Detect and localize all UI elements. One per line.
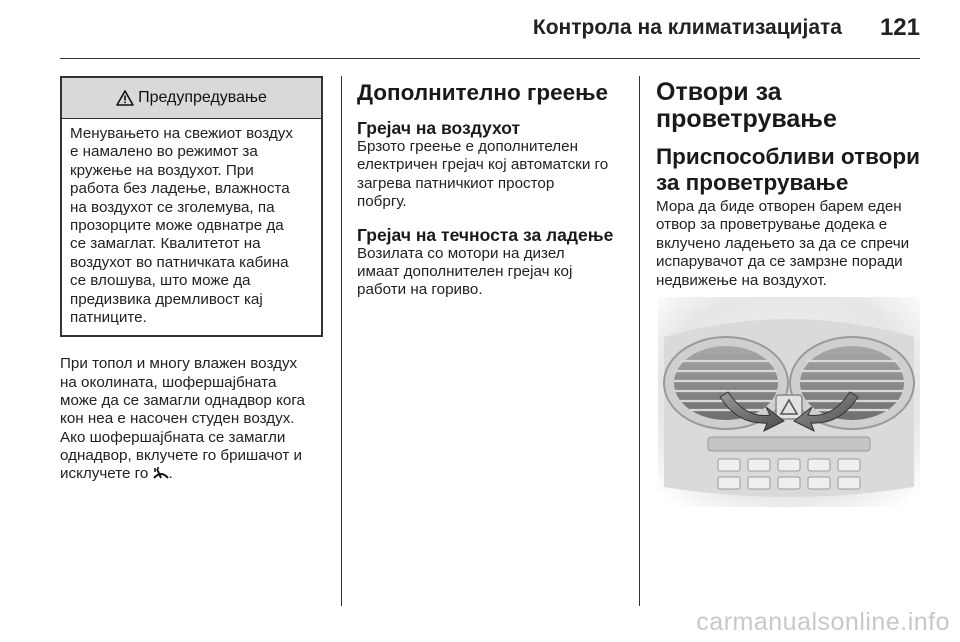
warning-triangle-icon	[116, 90, 134, 106]
paragraph-line: Возилата со мотори на дизел	[357, 244, 565, 262]
page-header-title: Контрола на климатизацијата	[532, 16, 842, 39]
body-line: Ако шофершајбната се замагли	[60, 428, 286, 446]
warning-line: работа без ладење, влажноста	[70, 180, 290, 198]
paragraph	[656, 198, 926, 290]
paragraph-line: загрева патничкиот простор	[357, 174, 555, 192]
body-line: може да се замагли однадвор кога	[60, 392, 305, 410]
paragraph	[357, 245, 627, 300]
column-2	[357, 76, 627, 300]
air-vents-illustration	[658, 297, 920, 507]
section-heading-line: проветрување	[656, 105, 837, 133]
body-paragraph	[60, 355, 323, 483]
warning-line: прозорците може одвнатре да	[70, 217, 284, 235]
body-line-end: .	[168, 465, 173, 483]
subsection-heading: Грејач на течноста за ладење	[357, 224, 614, 245]
body-line-text: исклучете го	[60, 465, 149, 483]
section-heading-line: Отвори за	[656, 78, 782, 106]
body-line: При топол и многу влажен воздух	[60, 355, 298, 373]
paragraph	[357, 138, 627, 212]
paragraph-line: вклучено ладењето за да се спречи	[656, 234, 910, 252]
warning-line: се влошува, што може да	[70, 272, 251, 290]
paragraph-line: Мора да биде отворен барем еден	[656, 198, 902, 215]
paragraph-line: испарувачот да се замрзне поради	[656, 253, 903, 271]
column-divider-2	[639, 76, 640, 606]
warning-line: кружење на воздухот. При	[70, 161, 254, 179]
subsection-heading	[656, 144, 926, 195]
warning-header	[62, 78, 321, 119]
watermark: carmanualsonline.info	[696, 608, 950, 636]
warning-title: Предупредување	[138, 89, 267, 106]
column-divider-1	[341, 76, 342, 606]
warning-line: воздухот во патничката кабина	[70, 253, 289, 271]
warning-line: Менувањето на свежиот воздух	[70, 125, 293, 142]
paragraph-line: работи на гориво.	[357, 281, 483, 299]
subsection-heading: Грејач на воздухот	[357, 118, 521, 138]
paragraph-line: отвор за проветрување додека е	[656, 216, 888, 234]
page-number: 121	[879, 14, 920, 41]
warning-line: на воздухот се зголемува, па	[70, 198, 275, 216]
header-rule	[60, 58, 920, 59]
section-heading	[656, 79, 926, 133]
warning-line: е намалено во режимот за	[70, 143, 258, 161]
paragraph-line: имаат дополнителен грејач кој	[357, 263, 573, 281]
warning-line: се замаглат. Квалитетот на	[70, 235, 261, 253]
paragraph-line: побргу.	[357, 193, 407, 211]
paragraph-line: недвижење на воздухот.	[656, 271, 827, 289]
column-3	[656, 76, 926, 290]
body-line-last	[60, 465, 323, 483]
warning-text	[62, 119, 321, 335]
body-line: на околината, шофершајбната	[60, 373, 277, 391]
body-line: однадвор, вклучете го бришачот и	[60, 446, 303, 464]
section-heading: Дополнително греење	[357, 80, 608, 105]
column-1	[60, 76, 323, 484]
warning-line: патниците.	[70, 309, 147, 327]
wiper-icon	[153, 466, 169, 480]
paragraph-line: Брзото греење е дополнителен	[357, 138, 578, 155]
paragraph-line: електричен грејач кој автоматски го	[357, 156, 609, 174]
warning-box	[60, 76, 323, 337]
warning-line: предизвика дремливост кај	[70, 290, 263, 308]
subsection-heading-line: за проветрување	[656, 169, 849, 195]
body-line: кон неа е насочен студен воздух.	[60, 410, 295, 428]
subsection-heading-line: Приспособливи отвори	[656, 144, 920, 169]
